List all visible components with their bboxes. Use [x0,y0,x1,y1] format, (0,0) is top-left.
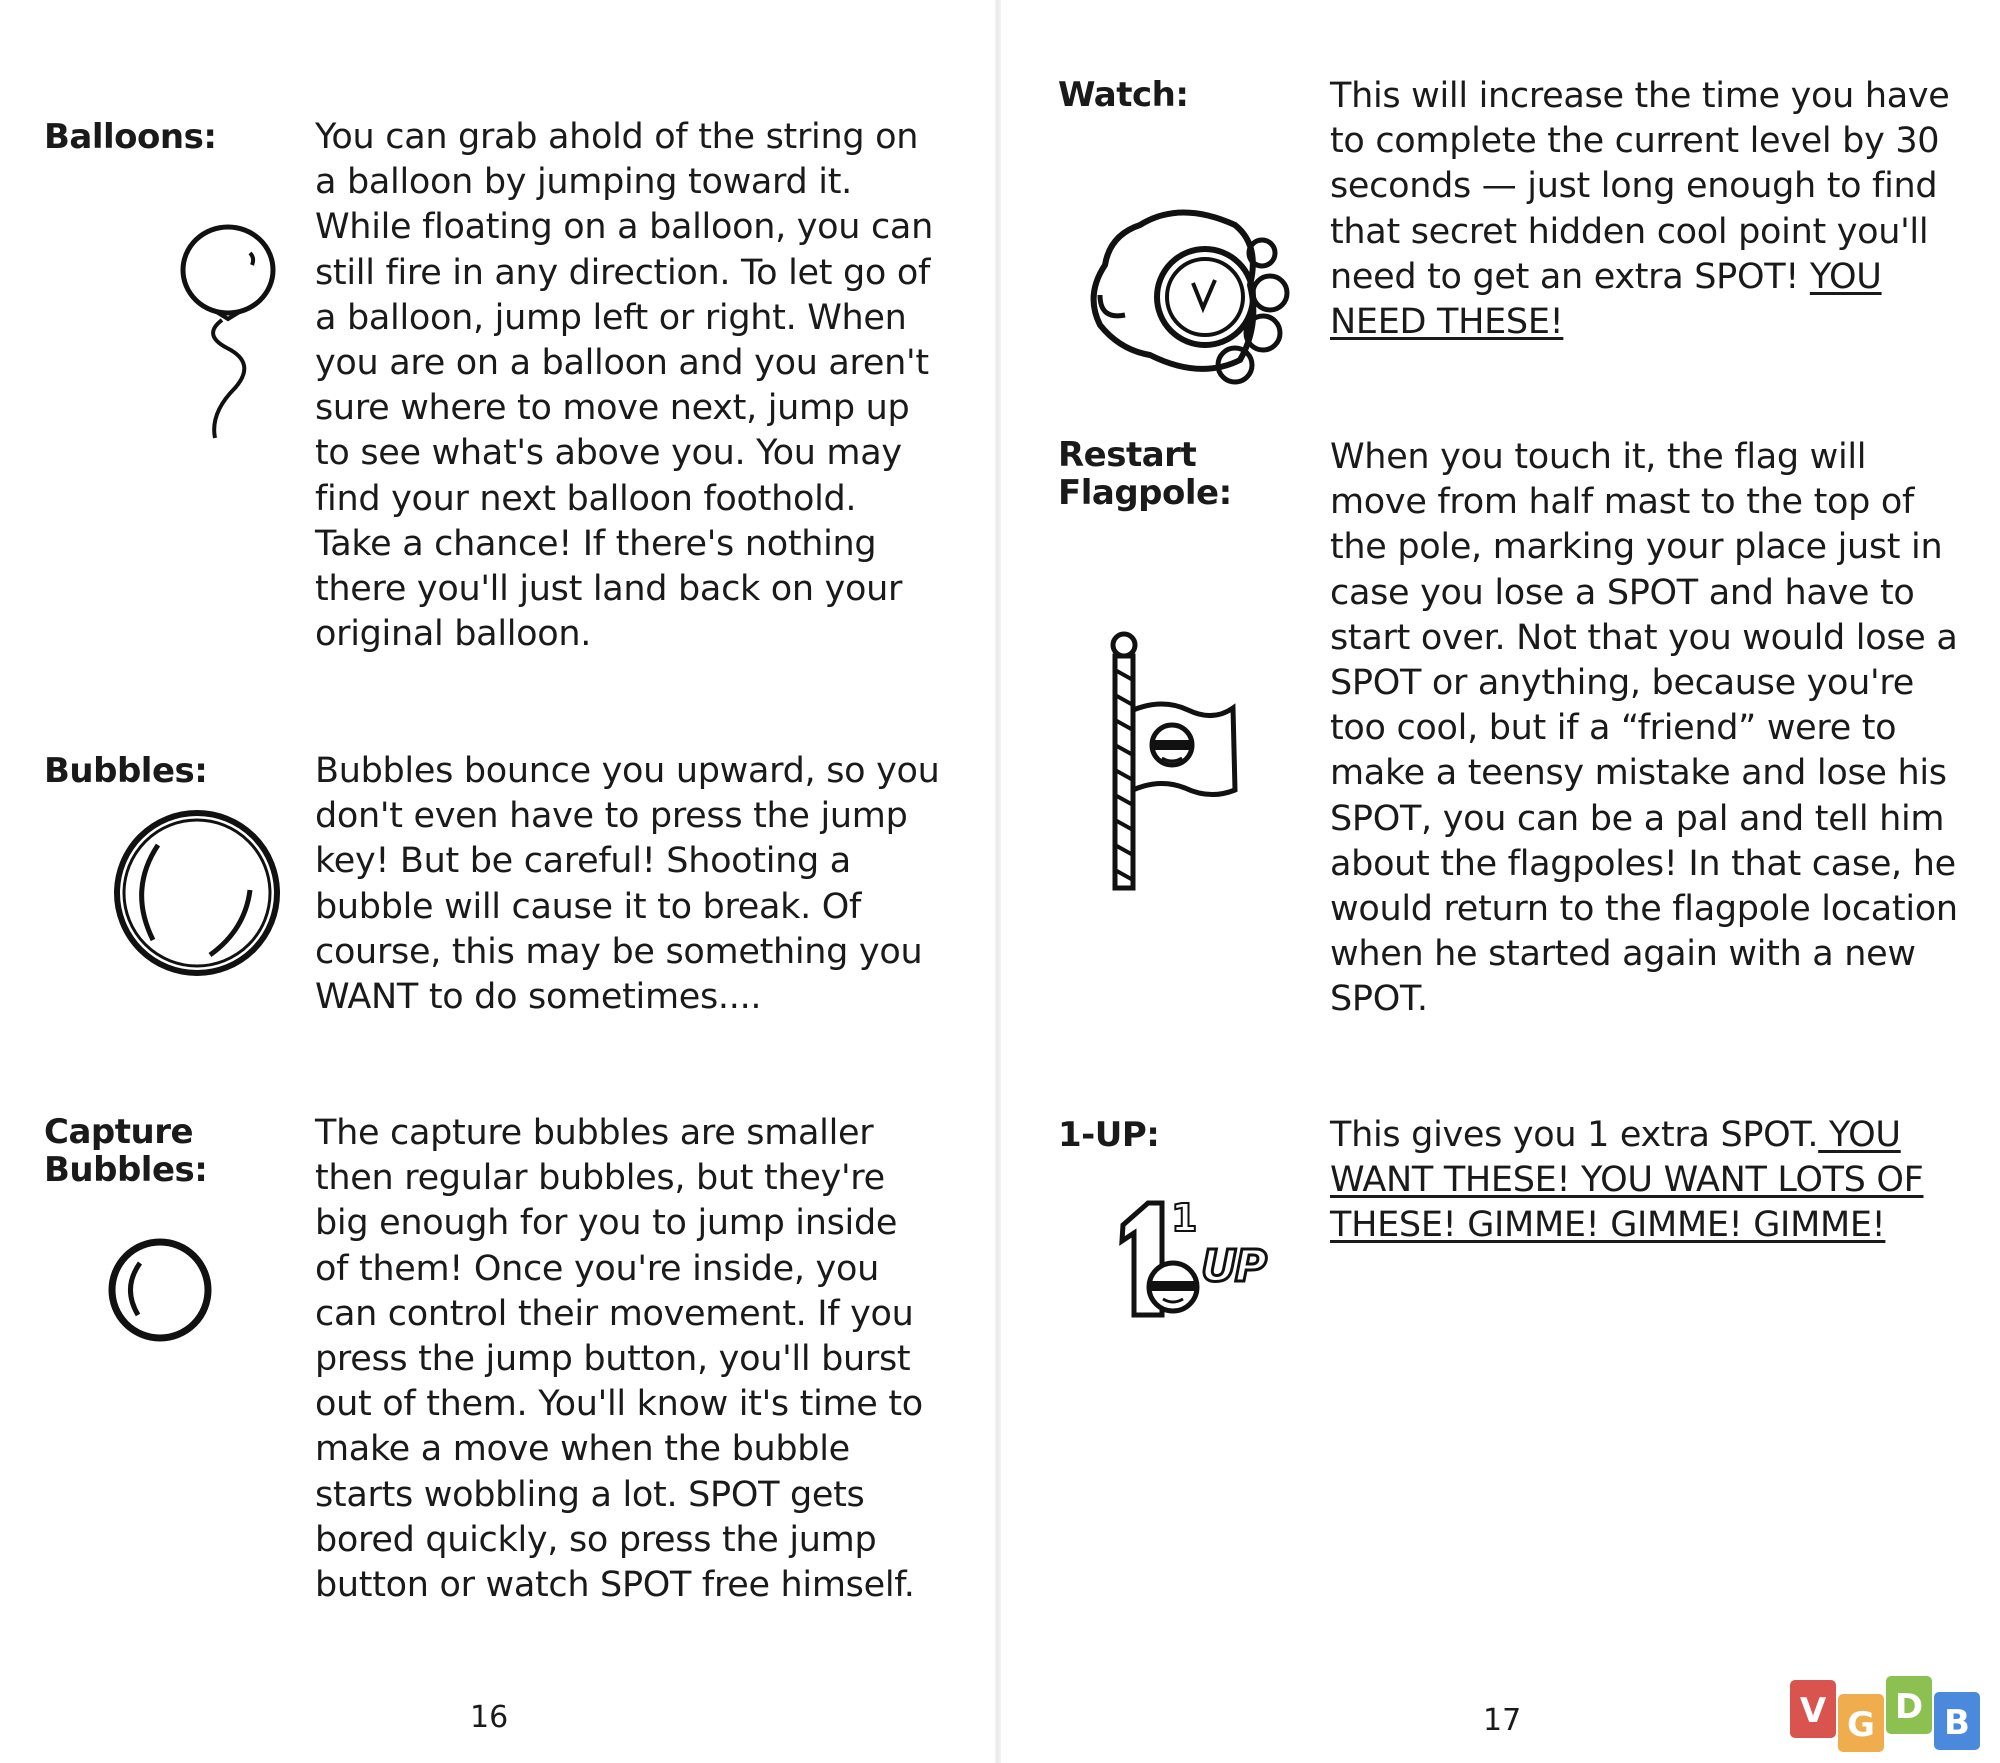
capture-bubbles-description: The capture bubbles are smaller then regular bubbles, but they're big enough for you to jump inside of them! Once you're inside, you can control their movement. If you press the jump button, you'll burst out of them. You'll know it's time to make a move when the bubble starts wobbling a lot. SPOT gets bored quickly, so press the jump button or watch SPOT free himself. [315,1113,923,1606]
restart-flagpole-label-line2: Flagpole: [1058,473,1232,513]
one-up-description [1330,1113,1970,1249]
bubble-icon [110,805,285,980]
vgdb-watermark-logo [1790,1670,1985,1755]
page-number-right: 17 [1483,1703,1522,1738]
watch-description [1330,74,1960,345]
watch-text: This will increase the time you have to complete the current level by 30 seconds — just long enough to find that secret hidden cool point you'll need to get an extra SPOT! [1330,76,1950,297]
vgdb-letter-b: B [1944,1703,1970,1743]
vgdb-letter-v: V [1799,1691,1827,1731]
balloon-icon [170,215,290,445]
balloons-description: You can grab ahold of the string on a balloon by jumping toward it. While floating on a balloon, you can still fire in any direction. To let go of a balloon, jump left or right. When you are on a balloon and you aren't sure where to move next, jump up to see what's above you. You may find your next balloon foothold. Take a chance! If there's nothing there you'll just land back on your original balloon. [315,117,933,655]
left-page [0,0,995,1763]
one-up-label: 1-UP: [1058,1115,1160,1155]
restart-flagpole-label [1058,436,1232,512]
right-page [1000,0,2000,1763]
page-number-left: 16 [470,1700,509,1735]
watch-icon [1085,205,1295,400]
restart-flagpole-description: When you touch it, the flag will move from half mast to the top of the pole, marking your place just in case you lose a SPOT and have to start over. Not that you would lose a SPOT or anything, because you're too cool, but if a “friend” were to make a teensy mistake and lose his SPOT, you can be a pal and tell him about the flagpoles! In that case, he would return to the flagpole location when he started again with a new SPOT. [1330,437,1958,1020]
bubbles-description: Bubbles bounce you upward, so you don't even have to press the jump key! But be careful! Shooting a bubble will cause it to break. Of course, this may be something you WANT to do sometimes.... [315,751,940,1018]
watch-emphasis: YOU NEED THESE! [1330,256,1882,343]
one-up-up-text: UP [1201,1241,1265,1292]
capture-bubbles-label-line1: Capture [44,1112,194,1152]
one-up-emphasis: YOU WANT THESE! YOU WANT LOTS OF THESE! GIMME! GIMME! GIMME! [1330,1115,1924,1246]
capture-bubbles-label [44,1113,207,1189]
vgdb-letter-d: D [1894,1687,1924,1727]
vgdb-letter-g: G [1847,1705,1875,1745]
balloons-label: Balloons: [44,117,217,157]
watch-label: Watch: [1058,75,1189,115]
restart-flagpole-label-line1: Restart [1058,435,1197,475]
capture-bubbles-label-line2: Bubbles: [44,1150,208,1190]
one-up-digit: 1 [1171,1196,1198,1240]
flagpole-icon [1100,630,1240,895]
bubbles-label: Bubbles: [44,751,208,791]
one-up-icon [1115,1195,1285,1325]
capture-bubble-icon [105,1235,215,1345]
one-up-text: This gives you 1 extra SPOT. [1330,1115,1819,1155]
